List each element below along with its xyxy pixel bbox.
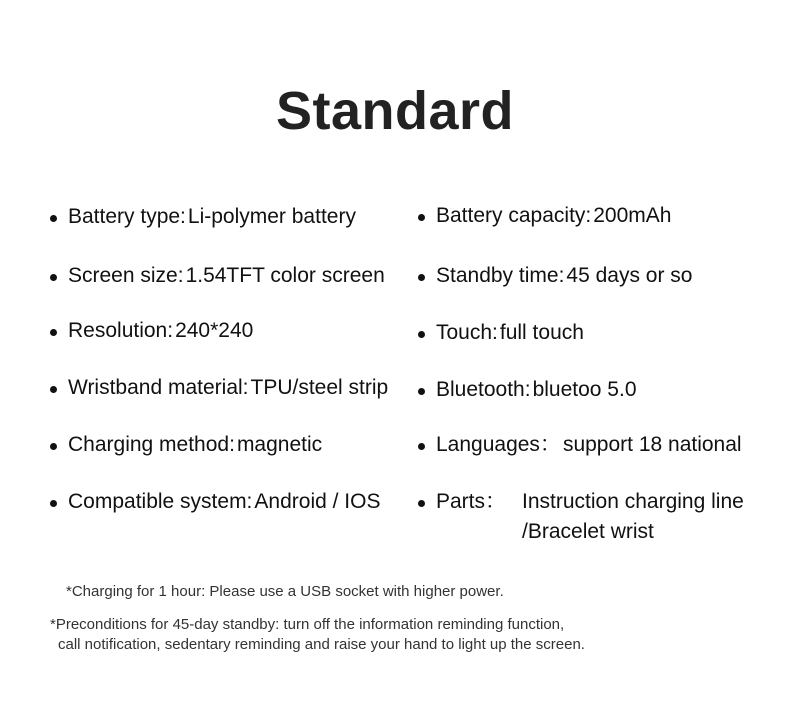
bullet-icon — [418, 214, 425, 221]
spec-value: support 18 national — [562, 433, 742, 456]
spec-standby-time — [418, 261, 692, 291]
spec-label: Languages： — [436, 433, 561, 456]
spec-label: Parts： — [436, 490, 507, 513]
spec-value: Li-polymer battery — [187, 205, 356, 228]
spec-value: 240*240 — [175, 319, 254, 342]
bullet-icon — [50, 500, 57, 507]
spec-touch — [418, 318, 584, 348]
spec-screen-size — [50, 261, 385, 291]
spec-value: TPU/steel strip — [250, 376, 389, 399]
spec-label: Screen size: — [68, 264, 184, 287]
standby-note-line-1: *Preconditions for 45-day standby: turn off the information reminding function, — [50, 616, 565, 633]
bullet-icon — [418, 500, 425, 507]
bullet-icon — [50, 443, 57, 450]
spec-value: Android / IOS — [254, 490, 381, 513]
spec-resolution — [50, 316, 253, 346]
spec-label: Touch: — [436, 321, 498, 344]
spec-label: Standby time: — [436, 264, 565, 287]
bullet-icon — [50, 329, 57, 336]
spec-label: Wristband material: — [68, 376, 249, 399]
spec-charging-method — [50, 430, 322, 460]
spec-value: 200mAh — [593, 204, 672, 227]
standby-note — [50, 615, 585, 655]
spec-value: bluetoo 5.0 — [532, 378, 637, 401]
spec-value: 1.54TFT color screen — [185, 264, 385, 287]
spec-wristband-material — [50, 373, 388, 403]
bullet-icon — [50, 215, 57, 222]
spec-value-lines — [522, 487, 744, 547]
spec-compatible-system — [50, 487, 380, 517]
bullet-icon — [418, 388, 425, 395]
spec-value-line: /Bracelet wrist — [522, 520, 654, 543]
spec-label: Battery capacity: — [436, 204, 592, 227]
page-title: Standard — [275, 81, 515, 141]
spec-label: Charging method: — [68, 433, 235, 456]
spec-bluetooth — [418, 375, 637, 405]
spec-label: Resolution: — [68, 319, 174, 342]
charging-note: *Charging for 1 hour: Please use a USB socket with higher power. — [66, 583, 504, 600]
spec-battery-type — [50, 202, 356, 232]
bullet-icon — [418, 331, 425, 338]
spec-parts — [418, 487, 744, 547]
spec-value: magnetic — [236, 433, 323, 456]
standby-note-line-2: call notification, sedentary reminding and raise your hand to light up the screen. — [58, 636, 585, 653]
bullet-icon — [418, 443, 425, 450]
spec-battery-capacity — [418, 201, 671, 231]
spec-value: full touch — [499, 321, 584, 344]
bullet-icon — [418, 274, 425, 281]
spec-label: Bluetooth: — [436, 378, 531, 401]
spec-value: 45 days or so — [566, 264, 693, 287]
spec-label: Battery type: — [68, 205, 186, 228]
bullet-icon — [50, 386, 57, 393]
spec-value-line: Instruction charging line — [522, 490, 744, 513]
bullet-icon — [50, 274, 57, 281]
spec-languages — [418, 430, 742, 460]
spec-label: Compatible system: — [68, 490, 253, 513]
